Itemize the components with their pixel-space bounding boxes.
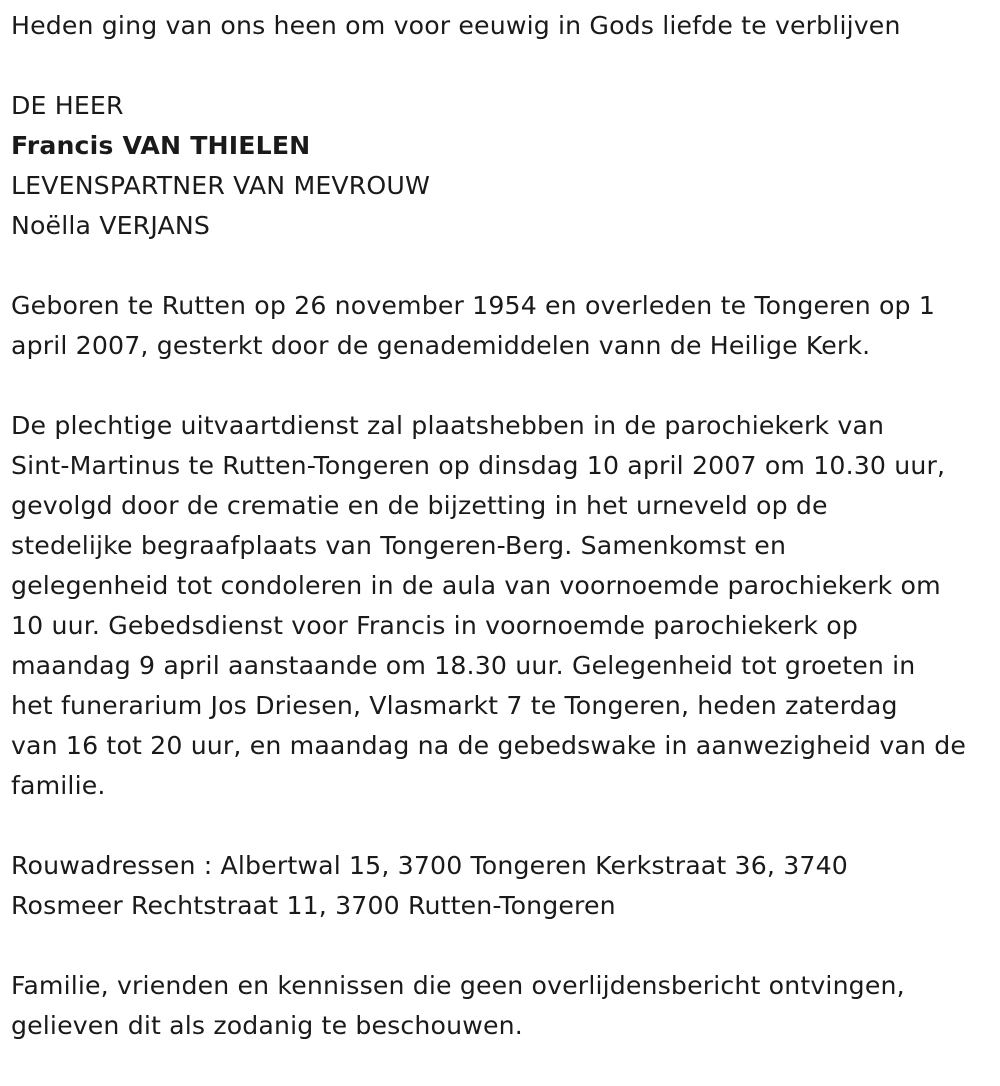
paragraph-line: Familie, vrienden en kennissen die geen overlijdensbericht ontvingen,	[11, 971, 905, 1000]
spacer	[11, 806, 990, 846]
paragraph-line: gelegenheid tot condoleren in de aula van voornoemde parochiekerk om	[11, 571, 941, 600]
paragraph-line: april 2007, gesterkt door de genademiddelen vann de Heilige Kerk.	[11, 331, 871, 360]
intro-section	[11, 6, 990, 46]
intro-text: Heden ging van ons heen om voor eeuwig in Gods liefde te verblijven	[11, 11, 901, 40]
birth-death-paragraph	[11, 286, 990, 366]
paragraph-line: gelieven dit als zodanig te beschouwen.	[11, 1011, 523, 1040]
paragraph-line: Rosmeer Rechtstraat 11, 3700 Rutten-Tongeren	[11, 891, 616, 920]
spacer	[11, 926, 990, 966]
deceased-name: Francis VAN THIELEN	[11, 131, 311, 160]
spacer	[11, 246, 990, 286]
addresses-paragraph	[11, 846, 990, 926]
spacer	[11, 366, 990, 406]
paragraph-line: gevolgd door de crematie en de bijzetting in het urneveld op de	[11, 491, 828, 520]
paragraph-line: maandag 9 april aanstaande om 18.30 uur. Gelegenheid tot groeten in	[11, 651, 916, 680]
paragraph-line: stedelijke begraafplaats van Tongeren-Berg. Samenkomst en	[11, 531, 787, 560]
paragraph-line: familie.	[11, 771, 106, 800]
paragraph-line: 10 uur. Gebedsdienst voor Francis in voornoemde parochiekerk op	[11, 611, 858, 640]
paragraph-line: Rouwadressen : Albertwal 15, 3700 Tongeren Kerkstraat 36, 3740	[11, 851, 848, 880]
paragraph-line: Geboren te Rutten op 26 november 1954 en overleden te Tongeren op 1	[11, 291, 936, 320]
paragraph-line: De plechtige uitvaartdienst zal plaatshebben in de parochiekerk van	[11, 411, 885, 440]
ceremony-paragraph	[11, 406, 990, 806]
honorific: DE HEER	[11, 91, 124, 120]
spacer	[11, 46, 990, 86]
paragraph-line: het funerarium Jos Driesen, Vlasmarkt 7 te Tongeren, heden zaterdag	[11, 691, 898, 720]
partner-name: Noëlla VERJANS	[11, 211, 210, 240]
paragraph-line: Sint-Martinus te Rutten-Tongeren op dinsdag 10 april 2007 om 10.30 uur,	[11, 451, 946, 480]
deceased-section	[11, 86, 990, 246]
relation-label: LEVENSPARTNER VAN MEVROUW	[11, 171, 431, 200]
paragraph-line: van 16 tot 20 uur, en maandag na de gebedswake in aanwezigheid van de	[11, 731, 967, 760]
closing-paragraph	[11, 966, 990, 1046]
